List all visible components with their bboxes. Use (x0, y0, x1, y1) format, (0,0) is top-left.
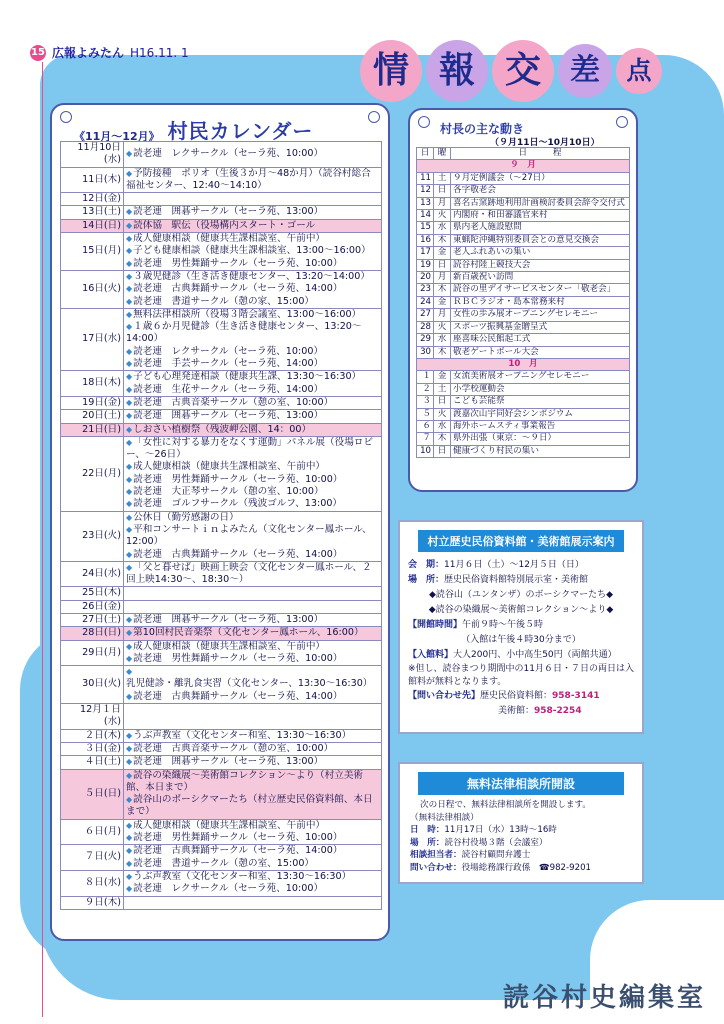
calendar-event: ◆ 読谷の染織展〜美術館コレクション〜より（村立美術館、本日まで） (126, 770, 379, 795)
calendar-events (124, 613, 382, 626)
schedule-month-row (417, 358, 630, 370)
calendar-events (124, 845, 382, 871)
schedule-month-row (417, 160, 630, 172)
schedule-row (417, 420, 630, 432)
schedule-row (417, 371, 630, 383)
calendar-events (124, 219, 382, 232)
calendar-title (74, 115, 313, 144)
calendar-date: ４日(土) (61, 756, 124, 769)
schedule-weekday: 火 (434, 210, 451, 222)
museum-hours: 午前９時〜午後５時 (462, 620, 544, 630)
schedule-weekday: 水 (434, 420, 451, 432)
schedule-day: 30 (417, 346, 434, 358)
calendar-event: ◆ 読老連 大正琴サークル（憩の室、10:00） (126, 486, 379, 498)
calendar-event: ◆ 読谷山のボーシクマーたち（村立歴史民俗資料館、本日まで） (126, 794, 379, 819)
calendar-date: 12月１日(水) (61, 704, 124, 730)
museum-fee-label: 【入館料】 (408, 650, 454, 660)
calendar-date: 24日(水) (61, 561, 124, 587)
schedule-event: 座喜味公民館起工式 (451, 334, 630, 346)
calendar-row (61, 142, 382, 168)
calendar-event: ◆ 読老連 男性舞踊サークル（セーラ苑、10:00） (126, 474, 379, 486)
schedule-row (417, 445, 630, 457)
calendar-range: 《11月〜12月》 (74, 130, 160, 143)
calendar-date: 22日(月) (61, 436, 124, 511)
calendar-date: 20日(土) (61, 410, 124, 423)
calendar-row (61, 270, 382, 308)
museum-title: 村立歴史民俗資料館・美術館展示案内 (418, 530, 624, 552)
schedule-weekday: 木 (434, 346, 451, 358)
calendar-date: ５日(日) (61, 769, 124, 819)
calendar-row (61, 769, 382, 819)
page-header (30, 44, 189, 61)
calendar-events (124, 167, 382, 193)
calendar-event: ◆ 予防接種 ポリオ（生後３か月〜48か月）（読谷村総合福祉センター、12:40〜14:10） (126, 168, 379, 193)
title-char: 報 (426, 40, 488, 102)
binder-hole (60, 111, 72, 123)
schedule-header-row (417, 148, 630, 160)
calendar-event: ◆ 子ども心理発達相談（健康共生課、13:30〜16:30） (126, 371, 379, 383)
calendar-event: ◆ 読老連 男性舞踊サークル（セーラ苑、10:00） (126, 832, 379, 844)
museum-hours-label: 【開館時間】 (408, 620, 463, 630)
publication-name: 広報よみたん (52, 46, 125, 60)
calendar-event: ◆ 成人健康相談（健康共生課相談室、午前中） (126, 461, 379, 473)
law-intro-2: （無料法律相談） (410, 812, 479, 823)
calendar-row (61, 206, 382, 219)
schedule-day: ５ (417, 408, 434, 420)
calendar-event: ◆ 読老連 レクサークル（セーラ苑、10:00） (126, 346, 379, 358)
schedule-event: 健康づくり村民の集い (451, 445, 630, 457)
calendar-event: ◆ しおさい植樹祭（残波岬公園、14：00） (126, 424, 379, 436)
law-contact: 役場総務課行政係 ☎982-9201 (461, 862, 592, 873)
schedule-event: ＲＢＣラジオ・島本常務来村 (451, 296, 630, 308)
calendar-event: ◆ 読老連 囲碁サークル（セーラ苑、13:00） (126, 206, 379, 218)
schedule-day: 10 (417, 445, 434, 457)
calendar-row (61, 756, 382, 769)
binder-hole (418, 116, 430, 128)
museum-contact-2: 美術館： (498, 706, 535, 716)
schedule-event: 内閣府・和田審議官来村 (451, 210, 630, 222)
calendar-event: ◆ 乳児健診・離乳食実習（文化センター、13:30〜16:30） (126, 666, 379, 691)
schedule-day: 24 (417, 296, 434, 308)
calendar-date: 18日(木) (61, 371, 124, 397)
calendar-date: 21日(日) (61, 423, 124, 436)
page-number: 15 (30, 45, 46, 61)
schedule-weekday: 月 (434, 272, 451, 284)
schedule-row (417, 247, 630, 259)
law-date-label: 日 時： (410, 825, 445, 835)
museum-period: 11月６日（土）〜12月５日（日） (444, 560, 584, 570)
calendar-event: ◆ 平和コンサートｉｎよみたん（文化センター鳳ホール、12:00） (126, 524, 379, 549)
schedule-day: ３ (417, 396, 434, 408)
calendar-events (124, 436, 382, 511)
calendar-event: ◆ 読老連 生花サークル（セーラ苑、14:00） (126, 384, 379, 396)
schedule-row (417, 408, 630, 420)
calendar-event: ◆ 読老連 古典音楽サークル（憩の室、10:00） (126, 397, 379, 409)
calendar-row (61, 613, 382, 626)
calendar-event: ◆ 成人健康相談（健康共生課相談室、午前中） (126, 820, 379, 832)
calendar-event: ◆ 読老連 古典舞踊サークル（セーラ苑、14:00） (126, 691, 379, 703)
schedule-day: 17 (417, 247, 434, 259)
calendar-date: 12日(金) (61, 193, 124, 206)
title-char: 交 (492, 40, 554, 102)
calendar-row (61, 819, 382, 845)
title-char: 情 (360, 40, 422, 102)
schedule-weekday: 日 (434, 445, 451, 457)
schedule-row (417, 222, 630, 234)
calendar-events (124, 233, 382, 271)
schedule-day: 19 (417, 259, 434, 271)
calendar-event: ◆ 読老連 レクサークル（セーラ苑、10:00） (126, 148, 379, 160)
footer-credit: 読谷村史編集室 (502, 983, 706, 1013)
calendar-row (61, 219, 382, 232)
schedule-header-cell: 日 程 (451, 148, 630, 160)
schedule-row (417, 383, 630, 395)
calendar-events (124, 819, 382, 845)
schedule-row (417, 197, 630, 209)
calendar-date: 11日(木) (61, 167, 124, 193)
calendar-events (124, 704, 382, 730)
calendar-date: ３日(金) (61, 742, 124, 755)
schedule-event: 老人ふれあいの集い (451, 247, 630, 259)
calendar-events (124, 729, 382, 742)
calendar-event: ◆ 読老連 囲碁サークル（セーラ苑、13:00） (126, 614, 379, 626)
schedule-event: 女性の歩み展オープニングセレモニー (451, 309, 630, 321)
calendar-events (124, 742, 382, 755)
schedule-weekday: 土 (434, 172, 451, 184)
schedule-day: 29 (417, 334, 434, 346)
calendar-date: 14日(日) (61, 219, 124, 232)
calendar-events (124, 587, 382, 600)
museum-exhibit-1: ◆読谷山（ユンタンザ）のボーシクマーたち◆ (428, 590, 614, 600)
calendar-date: 23日(火) (61, 511, 124, 561)
calendar-events (124, 142, 382, 168)
museum-place-label: 場 所： (408, 575, 445, 585)
calendar-date: 27日(土) (61, 613, 124, 626)
schedule-day: 11 (417, 172, 434, 184)
calendar-events (124, 410, 382, 423)
calendar-event: ◆ 読老連 男性舞踊サークル（セーラ苑、10:00） (126, 653, 379, 665)
calendar-row (61, 371, 382, 397)
schedule-event: 東蝋陀沖縄特別委員会との意見交換会 (451, 234, 630, 246)
calendar-row (61, 640, 382, 666)
calendar-date: ２日(木) (61, 729, 124, 742)
calendar-events (124, 896, 382, 909)
calendar-date: 26日(金) (61, 600, 124, 613)
calendar-event: ◆ 読老連 古典音楽サークル（憩の室、10:00） (126, 743, 379, 755)
calendar-row (61, 704, 382, 730)
calendar-row (61, 666, 382, 704)
schedule-weekday: 水 (434, 222, 451, 234)
law-intro: 次の日程で、無料法律相談所を開設します。 (420, 800, 592, 810)
schedule-event: こども芸能祭 (451, 396, 630, 408)
calendar-row (61, 436, 382, 511)
schedule-event: 読谷村陸上競技大会 (451, 259, 630, 271)
calendar-events (124, 640, 382, 666)
schedule-weekday: 日 (434, 259, 451, 271)
schedule-row (417, 396, 630, 408)
schedule-row (417, 172, 630, 184)
calendar-event: ◆ 読老連 古典舞踊サークル（セーラ苑、14:00） (126, 845, 379, 857)
calendar-events (124, 270, 382, 308)
calendar-date: 19日(金) (61, 396, 124, 409)
calendar-event: ◆ 「父と暮せば」映画上映会（文化センター鳳ホール、２回上映14:30〜、18:30〜） (126, 562, 379, 587)
calendar-events (124, 371, 382, 397)
calendar-event: ◆ 公休日（勤労感謝の日） (126, 512, 379, 524)
calendar-date: 30日(火) (61, 666, 124, 704)
calendar-date: 28日(日) (61, 627, 124, 640)
calendar-date: 16日(火) (61, 270, 124, 308)
calendar-events (124, 206, 382, 219)
schedule-row (417, 334, 630, 346)
schedule-event: 各字敬老会 (451, 185, 630, 197)
schedule-event: 新百歳祝い訪問 (451, 272, 630, 284)
calendar-event: ◆ うぶ声教室（文化センター和室、13:30〜16:30） (126, 871, 379, 883)
issue-date: H16.11. 1 (130, 45, 189, 60)
museum-fee: 大人200円、小中高生50円（両館共通） (453, 650, 617, 660)
schedule-row (417, 185, 630, 197)
schedule-weekday: 火 (434, 321, 451, 333)
calendar-event: ◆ １歳６か月児健診（生き活き健康センター、13:20〜14:00） (126, 321, 379, 346)
schedule-weekday: 木 (434, 234, 451, 246)
law-place-label: 場 所： (410, 837, 445, 848)
calendar-row (61, 423, 382, 436)
schedule-event: 読谷の里デイサービスセンター「敬老会」 (451, 284, 630, 296)
schedule-event: 小学校運動会 (451, 383, 630, 395)
schedule-day: 15 (417, 222, 434, 234)
calendar-date: 29日(月) (61, 640, 124, 666)
schedule-weekday: 水 (434, 334, 451, 346)
law-staff: 読谷村顧問弁護士 (461, 850, 531, 860)
schedule-event: ９月定例議会（〜27日） (451, 172, 630, 184)
calendar-event: ◆ 読老連 男性舞踊サークル（セーラ苑、10:00） (126, 258, 379, 270)
calendar-event: ◆ 読老連 ゴルフサークル（残波ゴルフ、13:00） (126, 498, 379, 510)
schedule-row (417, 321, 630, 333)
calendar-events (124, 666, 382, 704)
calendar-date: 11月10日(水) (61, 142, 124, 168)
calendar-date: 15日(月) (61, 233, 124, 271)
schedule-day: １ (417, 371, 434, 383)
calendar-event: ◆ 読老連 古典舞踊サークル（セーラ苑、14:00） (126, 283, 379, 295)
title-char: 点 (616, 48, 662, 94)
schedule-row (417, 234, 630, 246)
schedule-event: スポーツ振興基金贈呈式 (451, 321, 630, 333)
page-title (360, 40, 662, 102)
museum-tel-1: 958-3141 (552, 691, 600, 701)
schedule-weekday: 木 (434, 284, 451, 296)
binder-hole (616, 116, 628, 128)
calendar-row (61, 870, 382, 896)
calendar-row (61, 587, 382, 600)
schedule-day: 23 (417, 284, 434, 296)
schedule-weekday: 月 (434, 197, 451, 209)
calendar-event: ◆ 成人健康相談（健康共生課相談室、午前中） (126, 641, 379, 653)
schedule-day: 12 (417, 185, 434, 197)
schedule-range: （９月11日〜10月10日） (490, 138, 600, 148)
schedule-title: 村長の主な動き (440, 122, 525, 136)
schedule-day: 28 (417, 321, 434, 333)
schedule-row (417, 284, 630, 296)
schedule-weekday: 木 (434, 433, 451, 445)
margin-line (42, 62, 43, 1017)
calendar-event: ◆ 読老連 囲碁サークル（セーラ苑、13:00） (126, 410, 379, 422)
calendar-event: ◆ 第10回村民音楽祭（文化センター鳳ホール、16:00） (126, 627, 379, 639)
schedule-weekday: 土 (434, 383, 451, 395)
schedule-weekday: 金 (434, 247, 451, 259)
calendar-event: ◆ ３歳児健診（生き活き健康センター、13:20〜14:00） (126, 271, 379, 283)
calendar-name: 村民カレンダー (167, 119, 314, 143)
calendar-row (61, 308, 382, 370)
calendar-date: ９日(木) (61, 896, 124, 909)
museum-contact-label: 【問い合わせ先】 (408, 691, 481, 701)
schedule-header-cell: 日 (417, 148, 434, 160)
schedule-day: 14 (417, 210, 434, 222)
legal-consultation-notice (398, 762, 644, 884)
calendar-row (61, 410, 382, 423)
calendar-table (60, 141, 382, 910)
museum-hours-note: （入館は午後４時30分まで） (461, 635, 581, 645)
law-place: 読谷村役場３階（会議室） (444, 837, 548, 848)
calendar-row (61, 600, 382, 613)
museum-place: 歴史民俗資料館特別展示室・美術館 (444, 575, 589, 585)
calendar-row (61, 742, 382, 755)
calendar-events (124, 308, 382, 370)
schedule-row (417, 309, 630, 321)
calendar-events (124, 600, 382, 613)
calendar-row (61, 193, 382, 206)
calendar-row (61, 233, 382, 271)
law-contact-label: 問い合わせ： (410, 862, 462, 873)
calendar-row (61, 729, 382, 742)
calendar-date: ７日(火) (61, 845, 124, 871)
museum-note: ※但し、読谷まつり期間中の11月６日・７日の両日は入館料が無料となります。 (408, 664, 634, 687)
schedule-day: ７ (417, 433, 434, 445)
schedule-day: 16 (417, 234, 434, 246)
calendar-row (61, 896, 382, 909)
schedule-month-label: ９ 月 (417, 160, 630, 172)
museum-contact-1: 歴史民俗資料館： (480, 691, 553, 701)
schedule-weekday: 日 (434, 185, 451, 197)
mayor-schedule (408, 108, 638, 492)
schedule-event: 敬老ゲートボール大会 (451, 346, 630, 358)
museum-tel-2: 958-2254 (534, 706, 582, 716)
calendar-events (124, 769, 382, 819)
schedule-row (417, 433, 630, 445)
schedule-month-label: 10 月 (417, 358, 630, 370)
calendar-event: ◆ 読老連 手芸サークル（セーラ苑、14:00） (126, 358, 379, 370)
calendar-events (124, 396, 382, 409)
calendar-event: ◆ うぶ声教室（文化センター和室、13:30〜16:30） (126, 730, 379, 742)
schedule-weekday: 金 (434, 296, 451, 308)
calendar-events (124, 870, 382, 896)
schedule-day: ６ (417, 420, 434, 432)
schedule-row (417, 210, 630, 222)
calendar-date: ６日(月) (61, 819, 124, 845)
schedule-event: 女流美術展オープニングセレモニー (451, 371, 630, 383)
schedule-event: 県内老人施設慰問 (451, 222, 630, 234)
museum-exhibit-2: ◆読谷の染織展〜美術館コレクション〜より◆ (428, 605, 614, 615)
schedule-day: ２ (417, 383, 434, 395)
schedule-day: 20 (417, 272, 434, 284)
calendar-row (61, 511, 382, 561)
calendar-events (124, 511, 382, 561)
calendar-row (61, 396, 382, 409)
calendar-row (61, 561, 382, 587)
schedule-weekday: 金 (434, 371, 451, 383)
schedule-day: 27 (417, 309, 434, 321)
schedule-row (417, 272, 630, 284)
calendar-event: ◆ 読老連 古典舞踊サークル（セーラ苑、14:00） (126, 549, 379, 561)
schedule-event: 渡嘉次山宇同好会シンポジウム (451, 408, 630, 420)
calendar-events (124, 627, 382, 640)
calendar-date: 17日(水) (61, 308, 124, 370)
schedule-weekday: 月 (434, 309, 451, 321)
museum-notice (398, 520, 644, 734)
calendar-row (61, 627, 382, 640)
village-calendar (50, 103, 390, 941)
calendar-event: ◆ 読老連 書道サークル（憩の家、15:00） (126, 296, 379, 308)
calendar-event: ◆ 読老連 書道サークル（憩の室、15:00） (126, 858, 379, 870)
law-date: 11月17日（水）13時〜16時 (444, 825, 557, 835)
calendar-event: ◆ 子ども健康相談（健康共生課相談室、13:00〜16:00） (126, 245, 379, 257)
calendar-event: ◆ 読老連 囲碁サークル（セーラ苑、13:00） (126, 756, 379, 768)
calendar-row (61, 167, 382, 193)
schedule-header-cell: 曜 (434, 148, 451, 160)
calendar-events (124, 561, 382, 587)
calendar-event: ◆ 読老連 レクサークル（セーラ苑、10:00） (126, 883, 379, 895)
schedule-row (417, 259, 630, 271)
calendar-date: 25日(木) (61, 587, 124, 600)
schedule-row (417, 346, 630, 358)
calendar-date: 13日(土) (61, 206, 124, 219)
calendar-events (124, 193, 382, 206)
calendar-event: ◆ 成人健康相談（健康共生課相談室、午前中） (126, 233, 379, 245)
calendar-date: ８日(水) (61, 870, 124, 896)
calendar-event: ◆ 無料法律相談所（役場３階会議室、13:00〜16:00） (126, 309, 379, 321)
schedule-row (417, 296, 630, 308)
calendar-events (124, 423, 382, 436)
calendar-event: ◆ 読体協 駅伝（役場構内スタート・ゴール (126, 220, 379, 232)
schedule-weekday: 火 (434, 408, 451, 420)
binder-hole (368, 111, 380, 123)
schedule-event: 喜名古窯跡地利用計画検討委員会辞令交付式 (451, 197, 630, 209)
schedule-event: 海外ホームスティ事業報告 (451, 420, 630, 432)
schedule-event: 県外出張（東京：〜９日） (451, 433, 630, 445)
schedule-table (416, 147, 630, 458)
museum-period-label: 会 期： (408, 560, 445, 570)
calendar-row (61, 845, 382, 871)
calendar-event: ◆ 「女性に対する暴力をなくす運動」パネル展（役場ロビー、〜26日） (126, 437, 379, 462)
title-char: 差 (558, 44, 612, 98)
law-staff-label: 相談担当者： (410, 850, 462, 860)
law-title: 無料法律相談所開設 (418, 772, 624, 795)
schedule-weekday: 日 (434, 396, 451, 408)
calendar-events (124, 756, 382, 769)
schedule-day: 13 (417, 197, 434, 209)
